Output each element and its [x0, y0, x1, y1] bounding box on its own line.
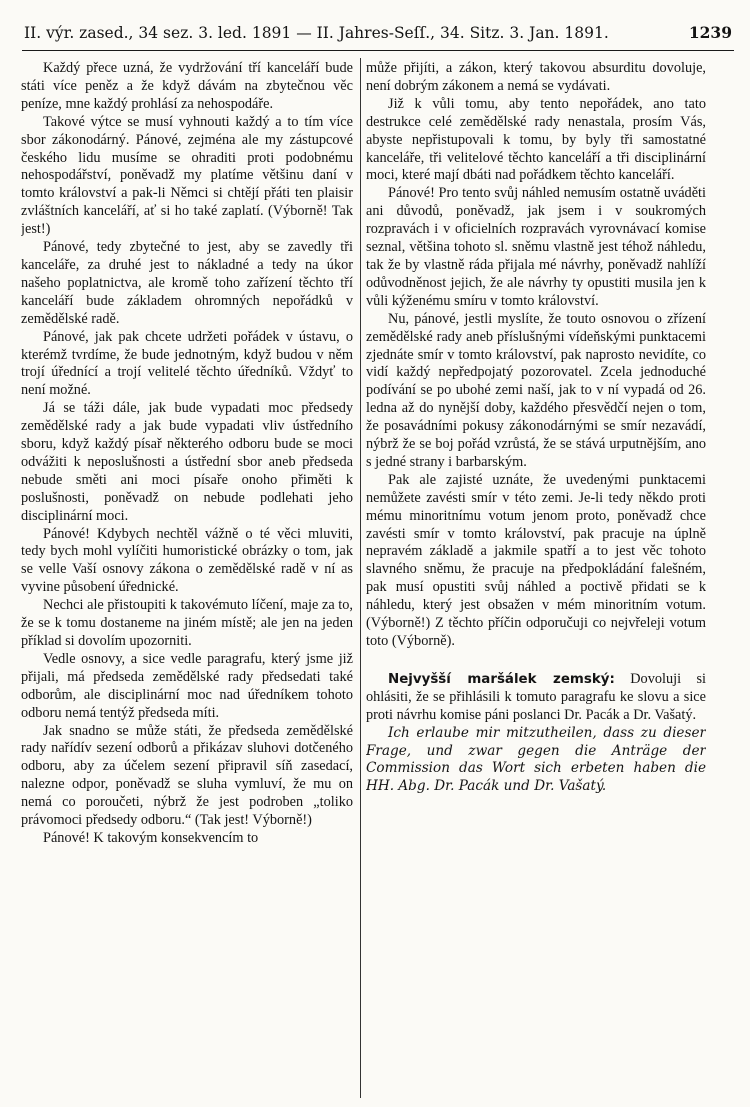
paragraph: může přijíti, a zákon, který takovou absurditu dovoluje, není dobrým zákonem a nemá se vydávati. — [366, 60, 706, 94]
header-rule — [22, 50, 734, 51]
paragraph: Pánové! Kdybych nechtěl vážně o té věci mluviti, tedy bych mohl vylíčiti humoristické obrázky o tom, jak se velle Vaší osnovy zákona o zemědělské radě v ní as vyvine působení úřednické. — [21, 525, 353, 596]
paragraph: Nechci ale přistoupiti k takovémuto líčení, maje za to, že se k tomu dostaneme na jiném místě; ale jen na jeden příklad si dovolím upozorniti. — [21, 597, 353, 649]
paragraph: Pánové! K takovým konsekvencím to — [43, 829, 259, 846]
paragraph: Nu, pánové, jestli myslíte, že touto osnovou o zřízení zemědělské rady aneb příslušnými vídeňskými punktacemi zjednáte smír v tomto království, pak naprosto nevidíte, co vidí každý nepředpojatý pozorovatel. Zcela jednoduché podívání se po ubohé zemi naší, jak to v ní vypadá od 26. ledna až do nynější doby, každého přesvědčí nejen o tom, že posavádními pokusy zákonodárnými se smír nezavádí, nýbrž že se boj pořád vzrůstá, že se stává urputnějším, ano s jedné strany i barbarským. — [366, 310, 706, 470]
running-head: II. výr. zased., 34 sez. 3. led. 1891 — II. Jahres-Seſſ., 34. Sitz. 3. Jan. 1891. — [24, 24, 609, 42]
page-number: 1239 — [688, 23, 732, 42]
left-column — [21, 60, 353, 1100]
paragraph: Vedle osnovy, a sice vedle paragrafu, který jsme již přijali, má předseda zemědělské rady předsedati také odborům, ale disciplinární moc nad úředníkem tohoto odboru nemá tentýž předseda míti. — [21, 650, 353, 721]
speaker-name: Nejvyšší maršálek zemský: — [388, 671, 615, 687]
page-header — [24, 22, 732, 44]
paragraph: Pak ale zajisté uznáte, že uvedenými punktacemi nemůžete zavésti smír v této zemi. Je-li tedy někdo proti mému minoritnímu votum jenom proto, poněvadž chce zavésti smír v tomto království, pak pracuje na úplně nepravém základě a jakmile spatří a to jest věc tohoto slavného sněmu, že pracuje na předpokládání falešném, pak musí opustiti svůj náhled a poctivě přidati se k náhledu, který jest obsažen v mém minoritním votum. (Výborně!) Z těchto příčin odporučuji co nejvřeleji votum toto (Výborně). — [366, 471, 706, 649]
paragraph: Takové výtce se musí vyhnouti každý a to tím více sbor zákonodárný. Pánové, zejména ale my zástupcové českého lidu musíme se ohraditi proti podobnému nehospodářství, poněvadž my platíme většinu daní v tomto království a pak-li Němci si chtějí přáti ten plaisir zvláštních kanceláří, ať si ho také zaplatí. (Výborně! Tak jest!) — [21, 113, 353, 238]
paragraph: Každý přece uzná, že vydržování tří kanceláří bude státi více peněz a že když dávám na zbytečnou věc peníze, mne každý prohlásí za nehospodáře. — [21, 60, 353, 112]
german-translation: Ich erlaube mir mitzutheilen, dass zu dieser Frage, und zwar gegen die Anträge der Commission das Wort sich erbeten haben die HH. Abg. Dr. Pacák und Dr. Vašatý. — [366, 724, 706, 795]
paragraph: Pánové, jak pak chcete udržeti pořádek v ústavu, o kterémž tvrdíme, že bude jednotným, když budou v něm trojí úřednící a trojí velitelé těchto úředníků. Vždyť to není možné. — [21, 328, 353, 399]
paragraph: Pánové, tedy zbytečné to jest, aby se zavedly tři kanceláře, za druhé jest to nákladné a tedy na úkor našeho poplatnictva, ale kromě toho zařízení těchto tří kanceláří bude základem ohromných nepořádků v zemědělské radě. — [21, 239, 353, 327]
spacer — [366, 651, 706, 671]
column-divider — [360, 58, 361, 1098]
paragraph: Jak snadno se může státi, že předseda zemědělské rady nařídív sezení odborů a přikázav sluhovi dotčeného odboru, aby za účelem sezení připravil síň zasedací, nalezne odpor, poněvadž se sluha vymluví, že mu on nemá co poroučeti, nýbrž že jest podroben „toliko právomoci předsedy odboru.“ (Tak jest! Výborně!) — [21, 722, 353, 829]
right-column — [366, 60, 706, 1100]
paragraph: Já se táži dále, jak bude vypadati moc předsedy zemědělské rady a jak bude vypadati vliv ústředního sboru, když každý písař některého odboru bude se moci odvážiti k neposlušnosti a ústřední sbor aneb předseda nebude směti ani moci písaře onoho přiměti k poslušnosti, poněvadž on nebude podlehati jeho disciplinární moci. — [21, 400, 353, 524]
paragraph: Již k vůli tomu, aby tento nepořádek, ano tato destrukce celé zemědělské rady nenastala, prosím Vás, abyste nepřistupovali k tomu, by byly tři samostatné kanceláře, tři velitelové těchto kanceláří a tři disciplinární moci, které mají dbáti nad pořádkem těchto kanceláří. — [366, 95, 706, 184]
speech-paragraph — [366, 671, 706, 725]
paragraph: Pánové! Pro tento svůj náhled nemusím ostatně uváděti ani důvodů, poněvadž, jak jsem i v soukromých rozpravách i v oficielních rozpravách vyrovnávací komise seznal, většina tohoto sl. sněmu vlastně jest téhož náhledu, tak že by vlastně ráda přijala mé návrhy, poněvadž nahlíží odůvodněnost jejich, že ale návrhy ty opustiti musila jen k vůli kýženému smíru v tomto království. — [366, 185, 706, 309]
speech-text: Dovoluji si ohlásiti, že se přihlásili k tomuto paragrafu ke slovu a sice proti návrhu komise páni poslanci Dr. Pacák a Dr. Vašatý. — [366, 670, 706, 723]
